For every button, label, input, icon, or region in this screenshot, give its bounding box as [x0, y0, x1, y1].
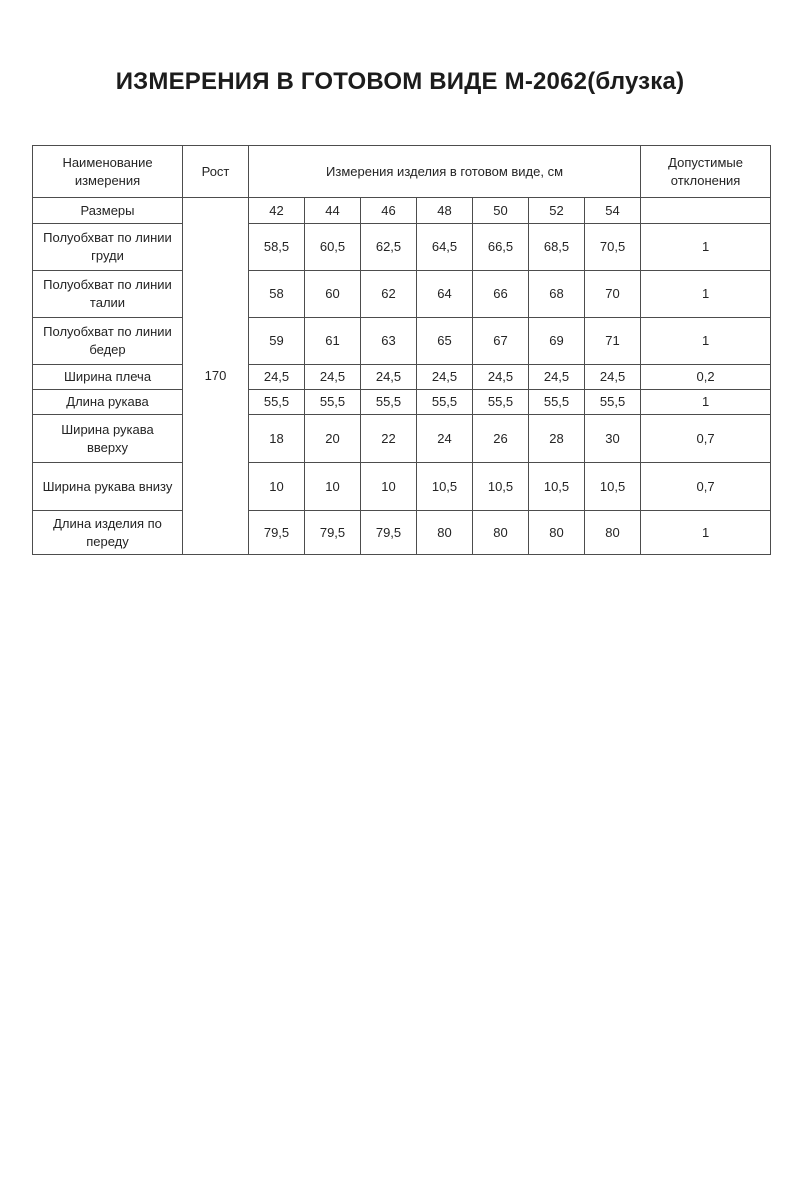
measurement-value: 55,5	[585, 390, 641, 415]
measurement-value: 10,5	[473, 463, 529, 511]
measurement-value: 66,5	[473, 224, 529, 271]
measurement-value: 61	[305, 318, 361, 365]
table-row	[33, 318, 771, 365]
table-row	[33, 390, 771, 415]
measurement-value: 30	[585, 415, 641, 463]
measurement-value: 10,5	[529, 463, 585, 511]
measurement-value: 70	[585, 271, 641, 318]
measurement-value: 71	[585, 318, 641, 365]
measurement-value: 24,5	[249, 365, 305, 390]
measurement-value: 10	[249, 463, 305, 511]
deviation-value: 0,7	[641, 415, 771, 463]
measurement-value: 22	[361, 415, 417, 463]
sizes-label: Размеры	[33, 198, 183, 224]
table-row	[33, 463, 771, 511]
measurement-value: 69	[529, 318, 585, 365]
sizes-row	[33, 198, 771, 224]
measurement-value: 68	[529, 271, 585, 318]
table-row	[33, 511, 771, 555]
measurement-value: 64	[417, 271, 473, 318]
deviation-value: 1	[641, 511, 771, 555]
size-value: 46	[361, 198, 417, 224]
size-value: 48	[417, 198, 473, 224]
measurement-value: 24,5	[473, 365, 529, 390]
measurement-value: 55,5	[249, 390, 305, 415]
measurement-value: 58,5	[249, 224, 305, 271]
measurement-value: 24	[417, 415, 473, 463]
col-header-measurement-name: Наименование измерения	[33, 146, 183, 198]
deviation-value: 1	[641, 224, 771, 271]
table-row	[33, 365, 771, 390]
size-value: 44	[305, 198, 361, 224]
col-header-measurements: Измерения изделия в готовом виде, см	[249, 146, 641, 198]
measurement-label: Ширина рукава внизу	[33, 463, 183, 511]
measurement-value: 24,5	[417, 365, 473, 390]
measurement-value: 55,5	[417, 390, 473, 415]
measurement-value: 67	[473, 318, 529, 365]
col-header-height: Рост	[183, 146, 249, 198]
measurement-value: 10,5	[585, 463, 641, 511]
measurement-value: 80	[417, 511, 473, 555]
measurement-value: 79,5	[361, 511, 417, 555]
measurement-label: Длина изделия по переду	[33, 511, 183, 555]
deviation-value: 1	[641, 271, 771, 318]
measurement-value: 24,5	[529, 365, 585, 390]
measurement-value: 55,5	[361, 390, 417, 415]
measurement-value: 58	[249, 271, 305, 318]
measurement-value: 55,5	[473, 390, 529, 415]
measurement-value: 62,5	[361, 224, 417, 271]
header-row	[33, 146, 771, 198]
measurements-table	[32, 145, 771, 555]
measurement-value: 10	[305, 463, 361, 511]
deviation-value: 1	[641, 318, 771, 365]
deviation-empty-cell	[641, 198, 771, 224]
measurement-value: 70,5	[585, 224, 641, 271]
measurement-value: 65	[417, 318, 473, 365]
deviation-value: 0,7	[641, 463, 771, 511]
deviation-value: 0,2	[641, 365, 771, 390]
measurement-label: Ширина плеча	[33, 365, 183, 390]
size-value: 54	[585, 198, 641, 224]
measurement-value: 80	[473, 511, 529, 555]
measurement-value: 79,5	[305, 511, 361, 555]
measurement-value: 66	[473, 271, 529, 318]
measurement-label: Длина рукава	[33, 390, 183, 415]
measurement-value: 10	[361, 463, 417, 511]
page-title: ИЗМЕРЕНИЯ В ГОТОВОМ ВИДЕ М-2062(блузка)	[115, 68, 685, 95]
measurement-value: 68,5	[529, 224, 585, 271]
col-header-deviations: Допустимые отклонения	[641, 146, 771, 198]
measurement-label: Полуобхват по линии бедер	[33, 318, 183, 365]
measurement-label: Полуобхват по линии талии	[33, 271, 183, 318]
measurement-value: 80	[585, 511, 641, 555]
measurement-value: 63	[361, 318, 417, 365]
measurement-value: 79,5	[249, 511, 305, 555]
measurement-value: 18	[249, 415, 305, 463]
table-row	[33, 224, 771, 271]
height-value: 170	[183, 198, 249, 555]
deviation-value: 1	[641, 390, 771, 415]
measurement-value: 10,5	[417, 463, 473, 511]
measurement-label: Полуобхват по линии груди	[33, 224, 183, 271]
table-row	[33, 415, 771, 463]
measurement-value: 24,5	[585, 365, 641, 390]
measurement-value: 55,5	[529, 390, 585, 415]
size-value: 50	[473, 198, 529, 224]
measurement-value: 60	[305, 271, 361, 318]
measurement-value: 26	[473, 415, 529, 463]
measurement-value: 28	[529, 415, 585, 463]
table-row	[33, 271, 771, 318]
measurement-value: 55,5	[305, 390, 361, 415]
measurement-value: 80	[529, 511, 585, 555]
measurement-value: 64,5	[417, 224, 473, 271]
measurement-value: 24,5	[305, 365, 361, 390]
measurement-value: 59	[249, 318, 305, 365]
measurement-value: 60,5	[305, 224, 361, 271]
size-value: 42	[249, 198, 305, 224]
measurement-value: 24,5	[361, 365, 417, 390]
measurement-value: 20	[305, 415, 361, 463]
measurement-value: 62	[361, 271, 417, 318]
measurement-label: Ширина рукава вверху	[33, 415, 183, 463]
size-value: 52	[529, 198, 585, 224]
